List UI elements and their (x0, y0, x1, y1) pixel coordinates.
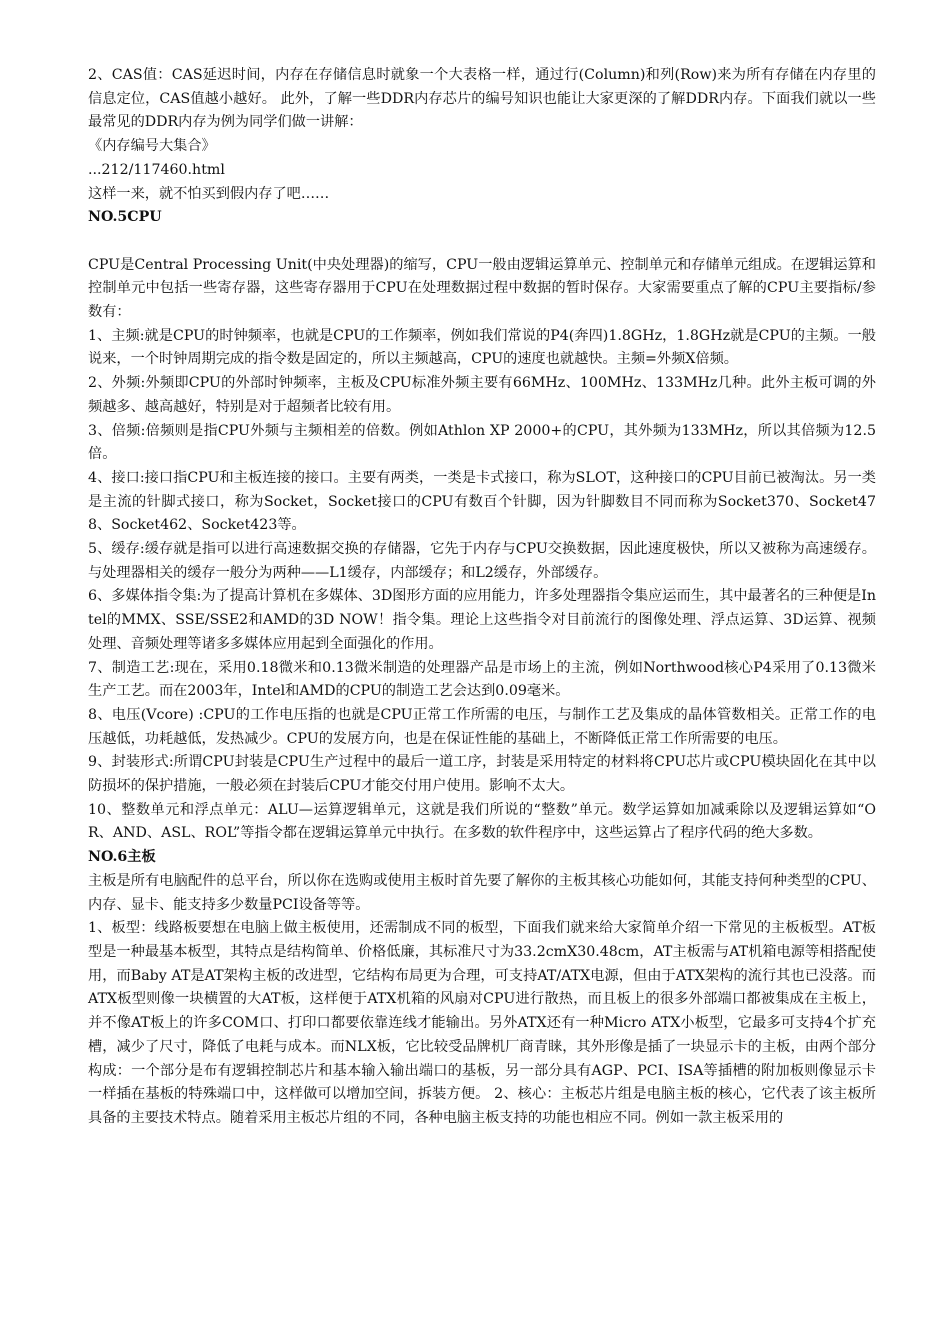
cpu-item-package: 9、封装形式:所谓CPU封装是CPU生产过程中的最后一道工序，封装是采用特定的材料将CPU芯片或CPU模块固化在其中以防损坏的保护措施，一般必须在封装后CPU才能交付用户使用。影响不太大。 (88, 754, 876, 795)
blank-line (88, 230, 876, 254)
cpu-item-interface: 4、接口:接口指CPU和主板连接的接口。主要有两类，一类是卡式接口，称为SLOT，这种接口的CPU目前已被淘汰。另一类是主流的针脚式接口，称为Socket，Socket接口的CPU有数百个针脚，因为针脚数目不同而称为Socket370、Socket478、Socket462、Socket423等。 (88, 469, 876, 534)
motherboard-form-factor: 1、板型：线路板要想在电脑上做主板使用，还需制成不同的板型，下面我们就来给大家简单介绍一下常见的主板板型。AT板型是一种最基本板型，其特点是结构简单、价格低廉，其标准尺寸为33.2cmX30.48cm，AT主板需与AT机箱电源等相搭配使用，而Baby AT是AT架构主板的改进型，它结构布局更为合理，可支持AT/ATX电源，但由于ATX架构的流行其也已没落。而ATX板型则像一块横置的大AT板，这样便于ATX机箱的风扇对CPU进行散热，而且板上的很多外部端口都被集成在主板上，并不像AT板上的许多COM口、打印口都要依靠连线才能输出。另外ATX还有一种Micro ATX小板型，它最多可支持4个扩充槽，减少了尺寸，降低了电耗与成本。而NLX板，它比较受品牌机厂商青睐，其外形像是插了一块显示卡的主板，由两个部分构成：一个部分是布有逻辑控制芯片和基本输入输出端口的基板，另一部分具有AGP、PCI、ISA等插槽的附加板则像显示卡一样插在基板的特殊端口中，这样做可以增加空间，拆装方便。 2、核心：主板芯片组是电脑主板的核心，它代表了该主板所具备的主要技术特点。随着采用主板芯片组的不同，各种电脑主板支持的功能也相应不同。例如一款主板采用的 (88, 920, 876, 1126)
cpu-item-integer-float-units: 10、整数单元和浮点单元：ALU—运算逻辑单元，这就是我们所说的“整数”单元。数学运算如加减乘除以及逻辑运算如“OR、AND、ASL、ROL”等指令都在逻辑运算单元中执行。在多数的软件程序中，这些运算占了程序代码的绝大多数。 (88, 801, 876, 842)
paragraph-conclusion: 这样一来，就不怕买到假内存了吧…… (88, 185, 330, 202)
heading-cpu: NO.5CPU (88, 209, 162, 226)
cpu-item-cache: 5、缓存:缓存就是指可以进行高速数据交换的存储器，它先于内存与CPU交换数据，因此速度极快，所以又被称为高速缓存。与处理器相关的缓存一般分为两种——L1缓存，内部缓存；和L2缓存，外部缓存。 (88, 541, 876, 581)
document-page (88, 64, 876, 1131)
cpu-item-process: 7、制造工艺:现在，采用0.18微米和0.13微米制造的处理器产品是市场上的主流，例如Northwood核心P4采用了0.13微米生产工艺。而在2003年，Intel和AMD的CPU的制造工艺会达到0.09毫米。 (88, 659, 876, 700)
paragraph-memory-code-title: 《内存编号大集合》 (88, 138, 216, 155)
motherboard-intro: 主板是所有电脑配件的总平台，所以你在选购或使用主板时首先要了解你的主板其核心功能如何，其能支持何种类型的CPU、内存、显卡、能支持多少数量PCI设备等等。 (88, 872, 876, 913)
cpu-item-external-frequency: 2、外频:外频即CPU的外部时钟频率，主板及CPU标准外频主要有66MHz、100MHz、133MHz几种。此外主板可调的外频越多、越高越好，特别是对于超频者比较有用。 (88, 375, 876, 415)
paragraph-link: ...212/117460.html (88, 161, 225, 178)
cpu-item-multimedia-instructions: 6、多媒体指令集:为了提高计算机在多媒体、3D图形方面的应用能力，许多处理器指令集应运而生，其中最著名的三种便是Intel的MMX、SSE/SSE2和AMD的3D NOW！指令集。理论上这些指令对目前流行的图像处理、浮点运算、3D运算、视频处理、音频处理等诸多多媒体应用起到全面强化的作用。 (88, 588, 876, 652)
cpu-item-voltage: 8、电压(Vcore) :CPU的工作电压指的也就是CPU正常工作所需的电压，与制作工艺及集成的晶体管数相关。正常工作的电压越低，功耗越低，发热减少。CPU的发展方向，也是在保证性能的基础上，不断降低正常工作所需要的电压。 (88, 706, 876, 747)
cpu-item-multiplier: 3、倍频:倍频则是指CPU外频与主频相差的倍数。例如Athlon XP 2000+的CPU，其外频为133MHz，所以其倍频为12.5倍。 (88, 422, 876, 463)
paragraph-cas: 2、CAS值：CAS延迟时间，内存在存储信息时就象一个大表格一样，通过行(Column)和列(Row)来为所有存储在内存里的信息定位，CAS值越小越好。 此外，了解一些DDR内存芯片的编号知识也能让大家更深的了解DDR内存。下面我们就以一些最常见的DDR内存为例为同学们做一讲解： (88, 67, 876, 131)
cpu-item-main-frequency: 1、主频:就是CPU的时钟频率，也就是CPU的工作频率，例如我们常说的P4(奔四)1.8GHz，1.8GHz就是CPU的主频。一般说来，一个时钟周期完成的指令数是固定的，所以主频越高，CPU的速度也就越快。主频=外频X倍频。 (88, 327, 876, 368)
heading-motherboard: NO.6主板 (88, 849, 156, 866)
cpu-intro: CPU是Central Processing Unit(中央处理器)的缩写，CPU一般由逻辑运算单元、控制单元和存储单元组成。在逻辑运算和控制单元中包括一些寄存器，这些寄存器用于CPU在处理数据过程中数据的暂时保存。大家需要重点了解的CPU主要指标/参数有： (88, 256, 876, 321)
